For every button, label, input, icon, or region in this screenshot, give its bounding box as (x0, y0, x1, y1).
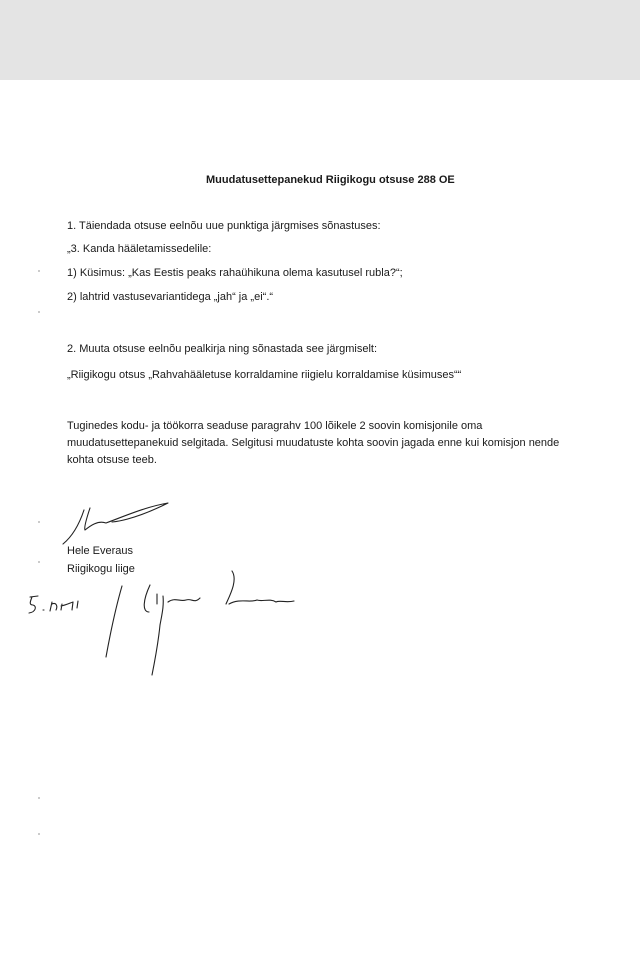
signer-title: Riigikogu liige (67, 563, 135, 575)
signature (63, 503, 168, 544)
slash-mark (106, 586, 122, 657)
document-title: Muudatusettepanekud Riigikogu otsuse 288 OE (206, 174, 455, 186)
item-1-sub-2: 2) lahtrid vastusevariantidega „jah“ ja „ei“.“ (67, 291, 274, 303)
item-1-point: „3. Kanda hääletamissedelile: (67, 243, 212, 255)
signer-name: Hele Everaus (67, 545, 134, 557)
item-1-sub-1: 1) Küsimus: „Kas Eestis peaks rahaühikuna olema kasutusel rubla?“; (67, 267, 403, 279)
handwritten-note (144, 571, 294, 675)
item-1-heading: 1. Täiendada otsuse eelnõu uue punktiga järgmises sõnastuses: (67, 220, 381, 232)
handwritten-date (29, 596, 78, 613)
item-2-heading: 2. Muuta otsuse eelnõu pealkirja ning sõnastada see järgmiselt: (67, 343, 378, 355)
item-2-text: „Riigikogu otsus „Rahvahääletuse korraldamine riigielu korraldamise küsimuses““ (67, 369, 462, 381)
explanation-paragraph: Tuginedes kodu- ja töökorra seaduse paragrahv 100 lõikele 2 soovin komisjonile oma muudatusettepanekuid selgitada. Selgitusi muudatuste kohta soovin jagada enne kui komisjon nende kohta otsuse teeb. (67, 420, 560, 466)
